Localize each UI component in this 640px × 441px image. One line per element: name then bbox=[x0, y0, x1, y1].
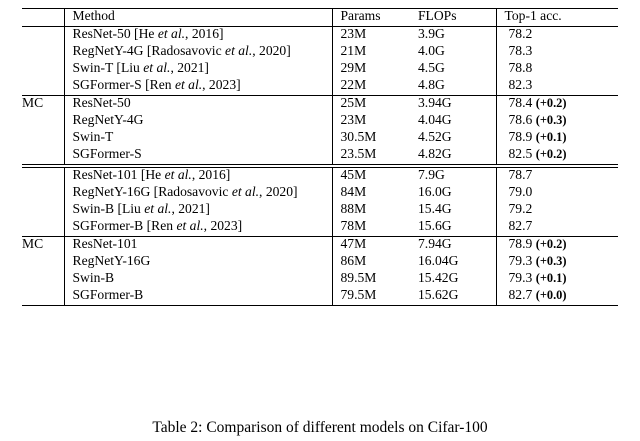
cell-method bbox=[64, 202, 332, 219]
cell-flops bbox=[410, 147, 496, 164]
table-row bbox=[22, 202, 618, 219]
cell-method bbox=[64, 168, 332, 186]
table-row bbox=[22, 44, 618, 61]
top1-value: 82.7 (+0.0) bbox=[508, 287, 567, 302]
params-value: 25M bbox=[340, 95, 367, 110]
cell-params bbox=[332, 44, 410, 61]
top1-delta: (+0.2) bbox=[535, 237, 567, 251]
cell-params bbox=[332, 254, 410, 271]
top1-value: 78.4 (+0.2) bbox=[508, 95, 567, 110]
method-text: SGFormer-B bbox=[72, 287, 144, 302]
method-text: Swin-T [Liu et al., 2021] bbox=[72, 60, 209, 75]
cell-params bbox=[332, 96, 410, 114]
params-value: 84M bbox=[340, 184, 367, 199]
cell-params bbox=[332, 147, 410, 164]
cell-params bbox=[332, 61, 410, 78]
top1-value: 78.9 (+0.1) bbox=[508, 129, 567, 144]
cell-top1 bbox=[496, 61, 618, 78]
cell-top1 bbox=[496, 130, 618, 147]
cell-top1 bbox=[496, 96, 618, 114]
results-table bbox=[22, 8, 618, 306]
row-group-label bbox=[22, 27, 64, 96]
params-value: 23M bbox=[340, 112, 367, 127]
citation-et-al: et al. bbox=[225, 43, 253, 58]
params-value: 30.5M bbox=[340, 129, 377, 144]
top1-value: 78.2 bbox=[508, 26, 533, 41]
table-row bbox=[22, 130, 618, 147]
citation-et-al: et al. bbox=[176, 218, 204, 233]
cell-method bbox=[64, 113, 332, 130]
top1-delta: (+0.1) bbox=[535, 130, 567, 144]
cell-top1 bbox=[496, 78, 618, 95]
flops-value: 4.8G bbox=[418, 77, 445, 92]
top1-delta: (+0.2) bbox=[535, 96, 567, 110]
cell-flops bbox=[410, 27, 496, 45]
top1-value: 78.8 bbox=[508, 60, 533, 75]
table-row bbox=[22, 27, 618, 45]
cell-params bbox=[332, 202, 410, 219]
top1-delta: (+0.3) bbox=[535, 254, 567, 268]
table-caption-text: Table 2: Comparison of different models on Cifar-100 bbox=[152, 419, 488, 436]
citation-et-al: et al. bbox=[231, 184, 260, 199]
cell-flops bbox=[410, 202, 496, 219]
cell-flops bbox=[410, 78, 496, 95]
cell-method bbox=[64, 219, 332, 236]
cell-top1 bbox=[496, 185, 618, 202]
params-value: 45M bbox=[340, 167, 367, 182]
flops-value: 15.42G bbox=[418, 270, 459, 285]
header-flops-cell bbox=[410, 9, 496, 26]
cell-top1 bbox=[496, 254, 618, 271]
flops-value: 7.9G bbox=[418, 167, 445, 182]
table-row bbox=[22, 185, 618, 202]
method-text: ResNet-50 bbox=[72, 95, 131, 110]
flops-value: 15.6G bbox=[418, 218, 452, 233]
table-row bbox=[22, 168, 618, 186]
top1-value: 82.5 (+0.2) bbox=[508, 146, 567, 161]
params-value: 21M bbox=[340, 43, 367, 58]
cell-top1 bbox=[496, 27, 618, 45]
params-value: 23M bbox=[340, 26, 367, 41]
top1-value: 79.0 bbox=[508, 184, 533, 199]
flops-value: 3.9G bbox=[418, 26, 445, 41]
citation-et-al: et al. bbox=[157, 26, 186, 41]
cell-method bbox=[64, 254, 332, 271]
cell-top1 bbox=[496, 219, 618, 236]
method-text: Swin-B bbox=[72, 270, 115, 285]
table-header-row bbox=[22, 9, 618, 26]
cell-top1 bbox=[496, 288, 618, 305]
method-text: Swin-T bbox=[72, 129, 114, 144]
flops-value: 4.82G bbox=[418, 146, 452, 161]
top1-value: 82.7 bbox=[508, 218, 533, 233]
table-caption bbox=[0, 419, 640, 441]
cell-flops bbox=[410, 44, 496, 61]
top1-value: 78.3 bbox=[508, 43, 533, 58]
cell-method bbox=[64, 185, 332, 202]
cell-top1 bbox=[496, 168, 618, 186]
method-text: SGFormer-S bbox=[72, 146, 142, 161]
top1-value: 79.2 bbox=[508, 201, 533, 216]
cell-top1 bbox=[496, 147, 618, 164]
cell-method bbox=[64, 61, 332, 78]
row-group-label: MC bbox=[22, 95, 44, 110]
header-params-label: Params bbox=[340, 8, 381, 23]
row-group-label: MC bbox=[22, 236, 44, 251]
top1-value: 78.7 bbox=[508, 167, 533, 182]
flops-value: 16.04G bbox=[418, 253, 459, 268]
flops-value: 15.4G bbox=[418, 201, 452, 216]
params-value: 78M bbox=[340, 218, 367, 233]
flops-value: 7.94G bbox=[418, 236, 452, 251]
top1-delta: (+0.1) bbox=[535, 271, 567, 285]
top1-value: 78.6 (+0.3) bbox=[508, 112, 567, 127]
table-row bbox=[22, 61, 618, 78]
citation-et-al: et al. bbox=[164, 167, 192, 182]
table-row bbox=[22, 96, 618, 114]
row-group-label bbox=[22, 168, 64, 237]
cell-params bbox=[332, 288, 410, 305]
cell-params bbox=[332, 130, 410, 147]
flops-value: 3.94G bbox=[418, 95, 452, 110]
cell-params bbox=[332, 237, 410, 255]
params-value: 89.5M bbox=[340, 270, 377, 285]
cell-method bbox=[64, 78, 332, 95]
cell-method bbox=[64, 288, 332, 305]
flops-value: 4.5G bbox=[418, 60, 445, 75]
cell-params bbox=[332, 185, 410, 202]
params-value: 88M bbox=[340, 201, 367, 216]
top1-delta: (+0.3) bbox=[535, 113, 567, 127]
cell-flops bbox=[410, 254, 496, 271]
flops-value: 4.0G bbox=[418, 43, 445, 58]
cell-top1 bbox=[496, 271, 618, 288]
table-row bbox=[22, 237, 618, 255]
cell-params bbox=[332, 78, 410, 95]
top1-delta: (+0.0) bbox=[535, 288, 567, 302]
params-value: 79.5M bbox=[340, 287, 377, 302]
top1-delta: (+0.2) bbox=[535, 147, 567, 161]
flops-value: 4.52G bbox=[418, 129, 452, 144]
table-row bbox=[22, 288, 618, 305]
table-row bbox=[22, 113, 618, 130]
cell-method bbox=[64, 271, 332, 288]
table-row bbox=[22, 147, 618, 164]
cell-flops bbox=[410, 237, 496, 255]
cell-top1 bbox=[496, 44, 618, 61]
method-text: RegNetY-16G bbox=[72, 253, 151, 268]
cell-method bbox=[64, 96, 332, 114]
method-text: RegNetY-4G bbox=[72, 112, 144, 127]
table-row bbox=[22, 219, 618, 236]
cell-flops bbox=[410, 61, 496, 78]
cell-method bbox=[64, 27, 332, 45]
header-method-label: Method bbox=[72, 8, 115, 23]
top1-value: 78.9 (+0.2) bbox=[508, 236, 567, 251]
citation-et-al: et al. bbox=[174, 77, 203, 92]
params-value: 23.5M bbox=[340, 146, 377, 161]
cell-flops bbox=[410, 96, 496, 114]
top1-value: 82.3 bbox=[508, 77, 533, 92]
method-text: Swin-B [Liu et al., 2021] bbox=[72, 201, 210, 216]
cell-method bbox=[64, 44, 332, 61]
cell-method bbox=[64, 237, 332, 255]
header-flops-label: FLOPs bbox=[418, 8, 457, 23]
method-text: SGFormer-S [Ren et al., 2023] bbox=[72, 77, 241, 92]
table-body bbox=[22, 27, 618, 306]
header-params-cell bbox=[332, 9, 410, 26]
flops-value: 4.04G bbox=[418, 112, 452, 127]
top1-value: 79.3 (+0.3) bbox=[508, 253, 567, 268]
header-method-cell bbox=[64, 9, 332, 26]
flops-value: 15.62G bbox=[418, 287, 459, 302]
table-row bbox=[22, 78, 618, 95]
cell-top1 bbox=[496, 113, 618, 130]
top1-value: 79.3 (+0.1) bbox=[508, 270, 567, 285]
cell-flops bbox=[410, 271, 496, 288]
citation-et-al: et al. bbox=[144, 201, 172, 216]
params-value: 22M bbox=[340, 77, 367, 92]
section-rule bbox=[22, 305, 618, 306]
method-text: SGFormer-B [Ren et al., 2023] bbox=[72, 218, 243, 233]
cell-flops bbox=[410, 168, 496, 186]
citation-et-al: et al. bbox=[143, 60, 171, 75]
header-top1-label: Top-1 acc. bbox=[504, 8, 562, 23]
method-text: ResNet-101 bbox=[72, 236, 138, 251]
params-value: 29M bbox=[340, 60, 367, 75]
params-value: 47M bbox=[340, 236, 367, 251]
cell-params bbox=[332, 113, 410, 130]
cell-flops bbox=[410, 113, 496, 130]
cell-flops bbox=[410, 288, 496, 305]
header-group-cell bbox=[22, 9, 64, 26]
cell-params bbox=[332, 271, 410, 288]
flops-value: 16.0G bbox=[418, 184, 452, 199]
table-row bbox=[22, 254, 618, 271]
cell-params bbox=[332, 168, 410, 186]
method-text: ResNet-101 [He et al., 2016] bbox=[72, 167, 231, 182]
method-text: RegNetY-16G [Radosavovic et al., 2020] bbox=[72, 184, 298, 199]
cell-flops bbox=[410, 185, 496, 202]
cell-top1 bbox=[496, 202, 618, 219]
method-text: ResNet-50 [He et al., 2016] bbox=[72, 26, 224, 41]
cell-flops bbox=[410, 219, 496, 236]
cell-method bbox=[64, 147, 332, 164]
method-text: RegNetY-4G [Radosavovic et al., 2020] bbox=[72, 43, 291, 58]
cell-top1 bbox=[496, 237, 618, 255]
cell-params bbox=[332, 219, 410, 236]
table-row bbox=[22, 271, 618, 288]
cell-params bbox=[332, 27, 410, 45]
params-value: 86M bbox=[340, 253, 367, 268]
cell-method bbox=[64, 130, 332, 147]
cell-flops bbox=[410, 130, 496, 147]
header-top1-cell bbox=[496, 9, 618, 26]
